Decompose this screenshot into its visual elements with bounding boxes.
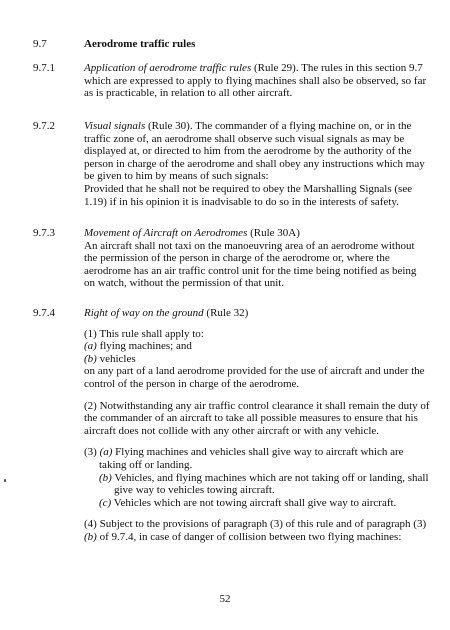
paragraph-body: [84, 227, 430, 290]
paragraph-proviso: Provided that he shall not be required to obey the Marshalling Signals (see 1.19) if in his opinion it is inadvisable to do so in the interests of safety.: [84, 182, 413, 208]
subrule-1-b-text: vehicles: [96, 352, 136, 365]
paragraph-content: (Rule 30). The commander of a flying machine on, or in the traffic zone of, an aerodrome shall observe such visual signals as may be displayed at, or directed to him from the aerodrome by the authority of the person in charge of the aerodrome and shall obey any instructions which may be given to him by means of such signals:: [84, 120, 425, 183]
paragraph-number: 9.7.1: [33, 62, 55, 74]
subrule-4-text-b: of 9.7.4, in case of danger of collision between two flying machines:: [96, 530, 402, 543]
subrule-4-label: (b): [84, 530, 97, 543]
section-title: Aerodrome traffic rules: [84, 38, 196, 50]
paragraph-text: [84, 307, 430, 320]
subrule-4: [84, 518, 430, 543]
subrule-4-text-a: (4) Subject to the provisions of paragraph (3) of this rule and of paragraph (3): [84, 518, 427, 531]
paragraph-text: [84, 227, 430, 240]
paragraph-number: 9.7.2: [33, 120, 55, 132]
section-number: 9.7: [33, 38, 47, 50]
paragraph-heading: Movement of Aircraft on Aerodromes: [84, 227, 248, 239]
subrule-3-c: [84, 497, 430, 510]
subrule-1-a-text: flying machines; and: [96, 340, 192, 353]
subrule-3-c-label: (c): [99, 496, 112, 509]
paragraph-heading: Right of way on the ground: [84, 307, 204, 319]
paragraph-heading: Visual signals: [84, 120, 146, 132]
paragraph-content: (Rule 32): [203, 307, 249, 319]
subrule-3-a-text: Flying machines and vehicles shall give way to aircraft which are taking off or landing.: [99, 446, 404, 471]
paragraph-body: [84, 62, 430, 100]
subrule-1-intro: (1) This rule shall apply to:: [84, 327, 204, 340]
paragraph-content: (Rule 29). The rules in this section 9.7 which are expressed to apply to flying machines shall also be observed, so far as is practicable, in relation to all other aircraft.: [84, 62, 427, 100]
subrule-1-tail: on any part of a land aerodrome provided for the use of aircraft and under the control of the person in charge of the aerodrome.: [84, 365, 425, 390]
scan-speck: [4, 479, 6, 482]
subrule-3-c-text: Vehicles which are not towing aircraft shall give way to aircraft.: [111, 496, 397, 509]
paragraph-text: [84, 62, 430, 100]
subrule-1-b-label: (b): [84, 352, 97, 365]
subrule-3-b-label: (b): [99, 471, 112, 484]
paragraph-content: (Rule 30A): [247, 227, 300, 239]
subrule-3-b-text: Vehicles, and flying machines which are not taking off or landing, shall give way to vehicles towing aircraft.: [111, 471, 429, 497]
subrule-3-b: [84, 472, 430, 497]
paragraph-body: [84, 307, 430, 544]
paragraph-body: [84, 120, 430, 208]
paragraph-heading: Application of aerodrome traffic rules: [84, 62, 252, 74]
paragraph-text: [84, 120, 430, 183]
subrule-3: [84, 446, 430, 509]
page-number: 52: [219, 593, 231, 605]
subrule-3-a: [84, 446, 430, 471]
subrule-1: [84, 328, 430, 391]
subrule-3-a-label: (a): [99, 446, 113, 459]
paragraph-number: 9.7.3: [33, 227, 55, 239]
paragraph-rule-text: An aircraft shall not taxi on the manoeuvring area of an aerodrome without the permission of the person in charge of the aerodrome or, where the aerodrome has an air traffic control unit for the time being notified as being on watch, without the permission of that unit.: [84, 239, 417, 290]
paragraph-number: 9.7.4: [33, 307, 55, 319]
subrule-1-a-label: (a): [84, 340, 97, 353]
subrule-2: (2) Notwithstanding any air traffic control clearance it shall remain the duty of the commander of an aircraft to take all possible measures to ensure that his aircraft does not collide with any other aircraft or with any vehicle.: [84, 399, 430, 437]
subrule-3-prefix: (3): [84, 446, 100, 459]
